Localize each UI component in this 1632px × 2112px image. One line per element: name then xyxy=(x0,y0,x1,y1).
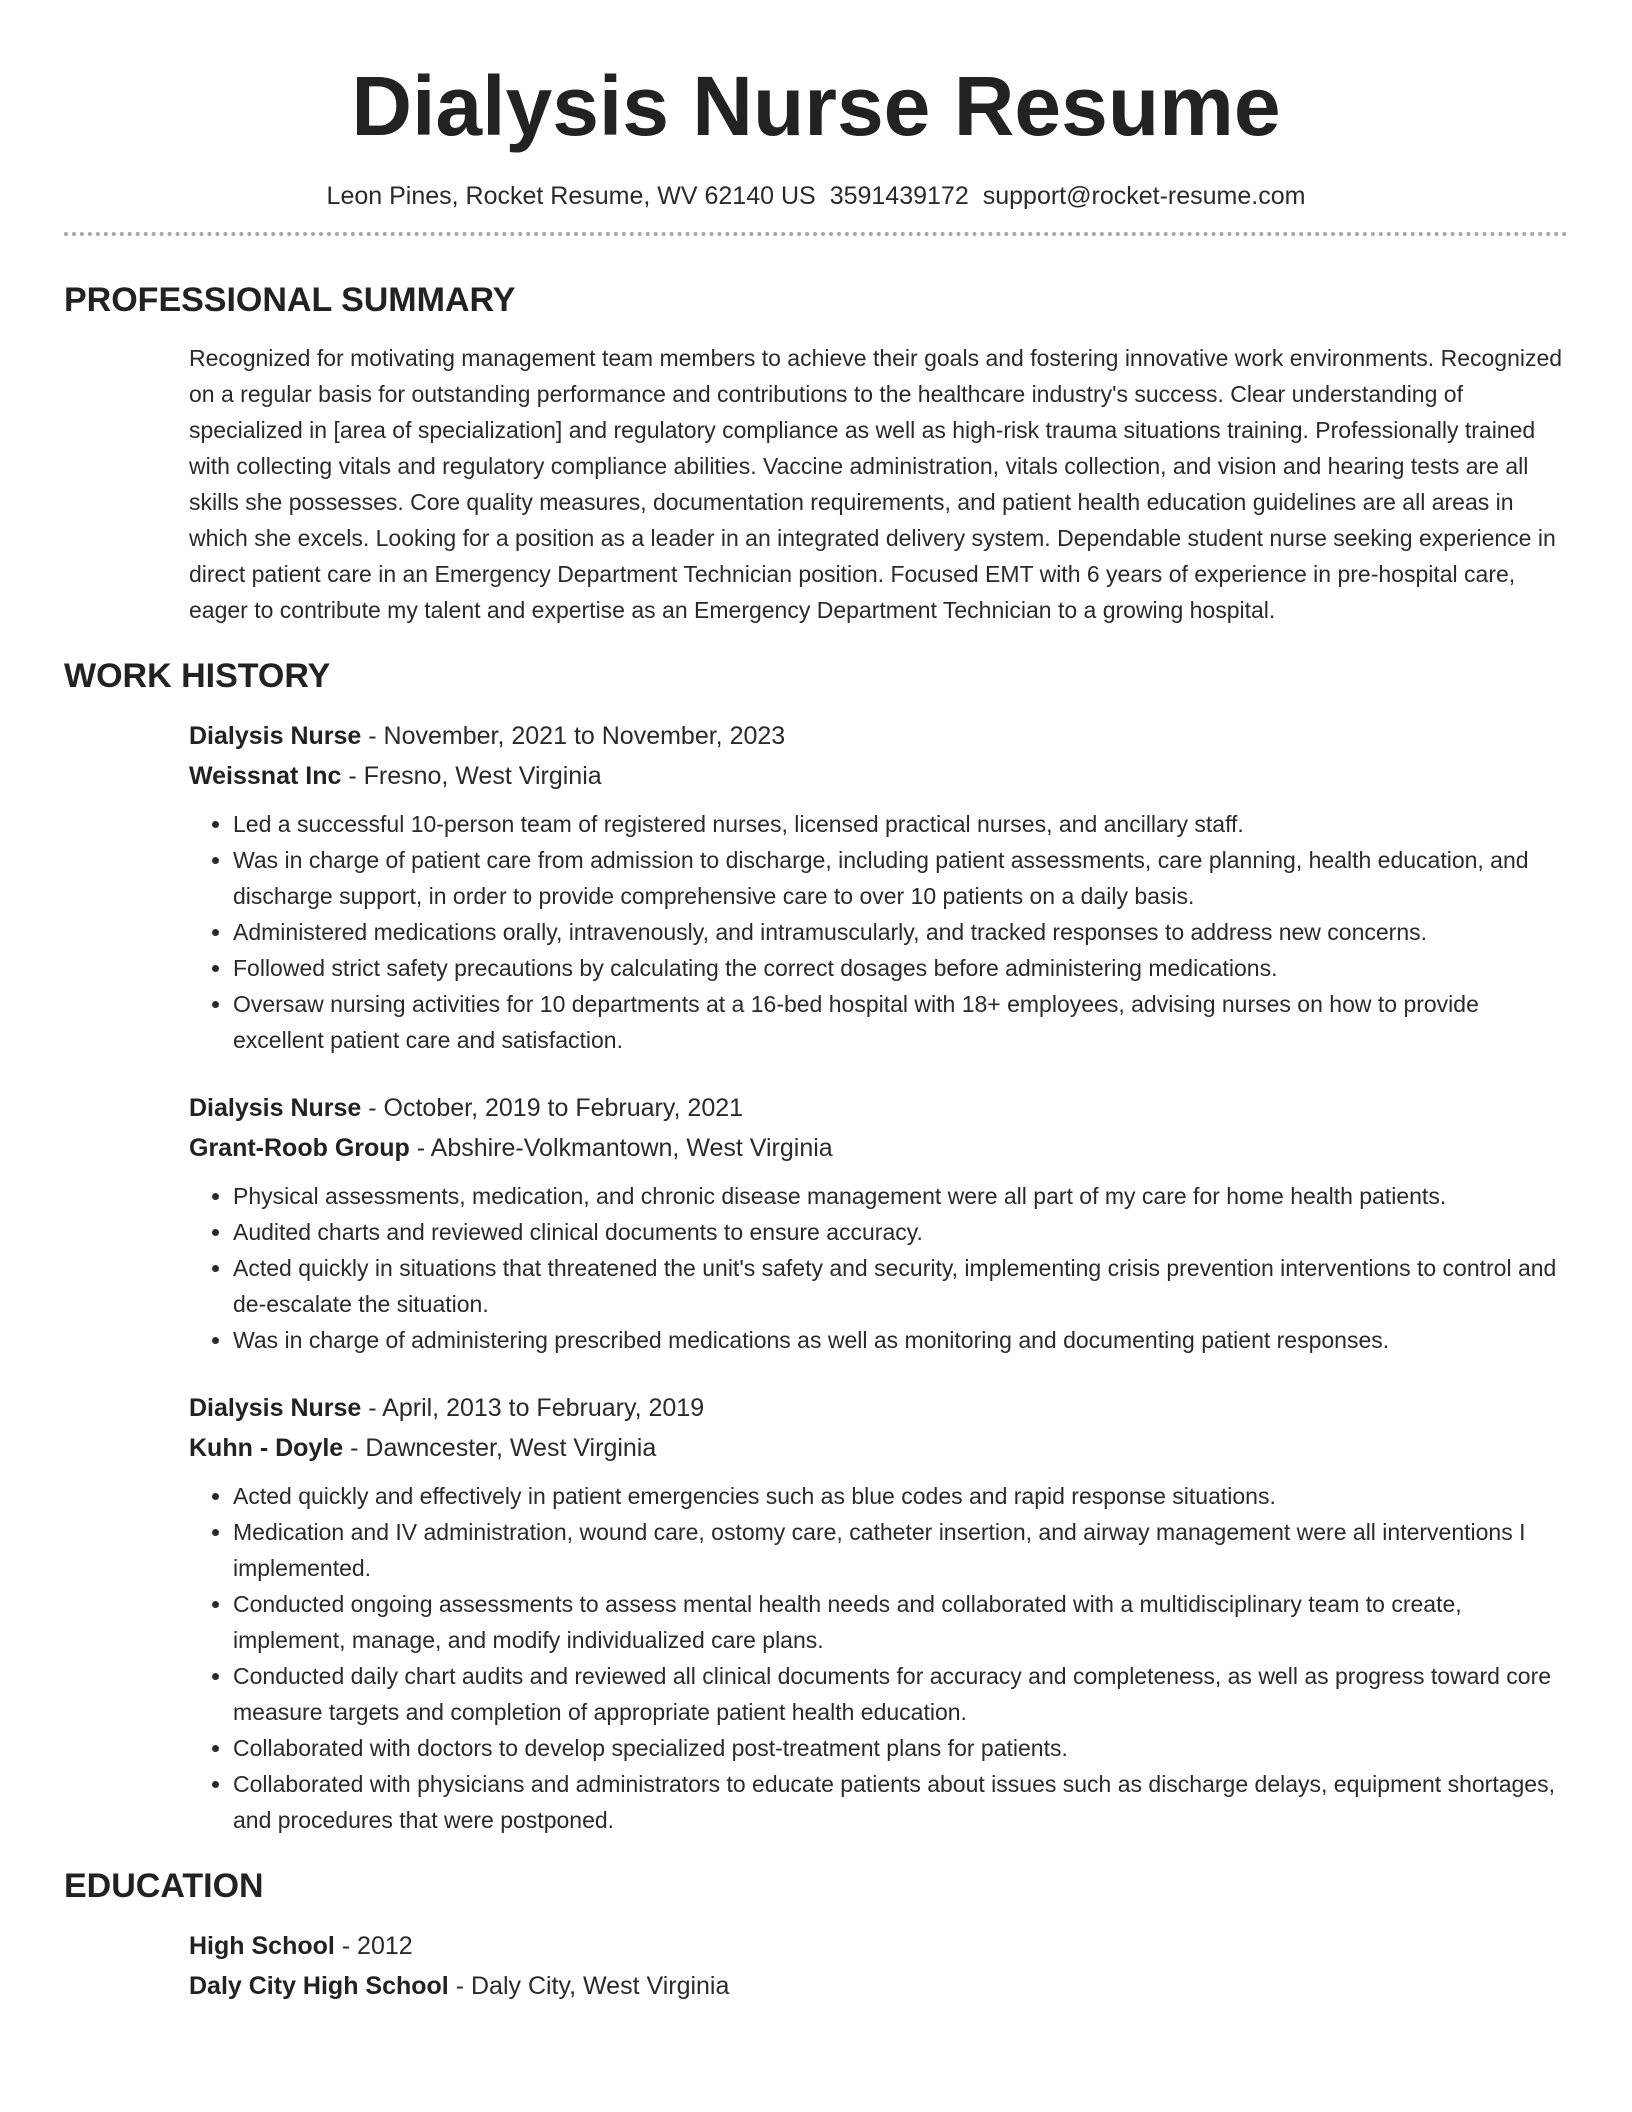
job-title: Dialysis Nurse xyxy=(189,1094,362,1122)
job-bullet: • Followed strict safety precautions by calculating the correct dosages before administering medications. xyxy=(233,950,1568,986)
job-title-line xyxy=(189,1388,1568,1428)
job-location: - Dawncester, West Virginia xyxy=(343,1434,657,1462)
job-location: - Abshire-Volkmantown, West Virginia xyxy=(409,1134,833,1162)
job-entry xyxy=(189,716,1568,1058)
job-company: Kuhn - Doyle xyxy=(189,1434,344,1462)
job-title: Dialysis Nurse xyxy=(189,1394,362,1422)
contact-info xyxy=(64,178,1568,214)
summary-heading: PROFESSIONAL SUMMARY xyxy=(64,281,516,319)
job-bullet: • Conducted ongoing assessments to assess mental health needs and collaborated with a multidisciplinary team to create, implement, manage, and modify individualized care plans. xyxy=(233,1586,1568,1658)
job-bullets xyxy=(189,1478,1568,1838)
job-bullet: • Oversaw nursing activities for 10 departments at a 16-bed hospital with 18+ employees, advising nurses on how to provide excellent patient care and satisfaction. xyxy=(233,986,1568,1058)
job-bullet: • Acted quickly and effectively in patient emergencies such as blue codes and rapid response situations. xyxy=(233,1478,1568,1514)
education-location: - Daly City, West Virginia xyxy=(448,1972,730,2000)
job-bullet: • Was in charge of administering prescribed medications as well as monitoring and documenting patient responses. xyxy=(233,1322,1568,1358)
job-entry xyxy=(189,1388,1568,1838)
job-bullet: • Collaborated with physicians and administrators to educate patients about issues such as discharge delays, equipment shortages, and procedures that were postponed. xyxy=(233,1766,1568,1838)
job-company: Weissnat Inc xyxy=(189,762,342,790)
header-divider xyxy=(64,232,1568,236)
job-bullet: • Audited charts and reviewed clinical documents to ensure accuracy. xyxy=(233,1214,1568,1250)
resume-title: Dialysis Nurse Resume xyxy=(351,59,1281,153)
job-title: Dialysis Nurse xyxy=(189,722,362,750)
job-bullet: • Administered medications orally, intravenously, and intramuscularly, and tracked responses to address new concerns. xyxy=(233,914,1568,950)
job-bullet: • Collaborated with doctors to develop specialized post-treatment plans for patients. xyxy=(233,1730,1568,1766)
job-entry xyxy=(189,1088,1568,1358)
job-location: - Fresno, West Virginia xyxy=(341,762,602,790)
job-bullets xyxy=(189,1178,1568,1358)
education-school-line xyxy=(189,1966,1568,2006)
job-company-line xyxy=(189,1428,1568,1468)
contact-phone: 3591439172 xyxy=(829,182,969,210)
job-bullet: • Physical assessments, medication, and chronic disease management were all part of my care for home health patients. xyxy=(233,1178,1568,1214)
education-degree-line xyxy=(189,1926,1568,1966)
summary-text: Recognized for motivating management team members to achieve their goals and fostering innovative work environments. Recognized on a regular basis for outstanding performance and contributions to the healthcare industry's success. Clear understanding of specialized in [area of specialization] and regulatory compliance as well as high-risk trauma situations training. Professionally trained with collecting vitals and regulatory compliance abilities. Vaccine administration, vitals collection, and vision and hearing tests are all skills she possesses. Core quality measures, documentation requirements, and patient health education guidelines are all areas in which she excels. Looking for a position as a leader in an integrated delivery system. Dependable student nurse seeking experience in direct patient care in an Emergency Department Technician position. Focused EMT with 6 years of experience in pre-hospital care, eager to contribute my talent and expertise as an Emergency Department Technician to a growing hospital. xyxy=(189,345,1563,623)
education-heading: EDUCATION xyxy=(64,1867,264,1905)
education-entry xyxy=(189,1926,1568,2006)
education-school: Daly City High School xyxy=(189,1972,449,2000)
job-bullet: • Acted quickly in situations that threatened the unit's safety and security, implementing crisis prevention interventions to control and de-escalate the situation. xyxy=(233,1250,1568,1322)
contact-email: support@rocket-resume.com xyxy=(982,182,1306,210)
job-dates: - November, 2021 to November, 2023 xyxy=(361,722,786,750)
job-bullet: • Medication and IV administration, wound care, ostomy care, catheter insertion, and airway management were all interventions I implemented. xyxy=(233,1514,1568,1586)
contact-address: Leon Pines, Rocket Resume, WV 62140 US xyxy=(326,182,816,210)
education-year: - 2012 xyxy=(334,1932,413,1960)
work-history-heading: WORK HISTORY xyxy=(64,657,331,695)
job-company: Grant-Roob Group xyxy=(189,1134,410,1162)
job-bullet: • Led a successful 10-person team of registered nurses, licensed practical nurses, and ancillary staff. xyxy=(233,806,1568,842)
job-title-line xyxy=(189,716,1568,756)
job-title-line xyxy=(189,1088,1568,1128)
job-bullets xyxy=(189,806,1568,1058)
job-company-line xyxy=(189,756,1568,796)
job-company-line xyxy=(189,1128,1568,1168)
job-bullet: • Conducted daily chart audits and reviewed all clinical documents for accuracy and completeness, as well as progress toward core measure targets and completion of appropriate patient health education. xyxy=(233,1658,1568,1730)
job-dates: - April, 2013 to February, 2019 xyxy=(361,1394,705,1422)
job-dates: - October, 2019 to February, 2021 xyxy=(361,1094,744,1122)
education-degree: High School xyxy=(189,1932,335,1960)
job-bullet: • Was in charge of patient care from admission to discharge, including patient assessments, care planning, health education, and discharge support, in order to provide comprehensive care to over 10 patients on a daily basis. xyxy=(233,842,1568,914)
